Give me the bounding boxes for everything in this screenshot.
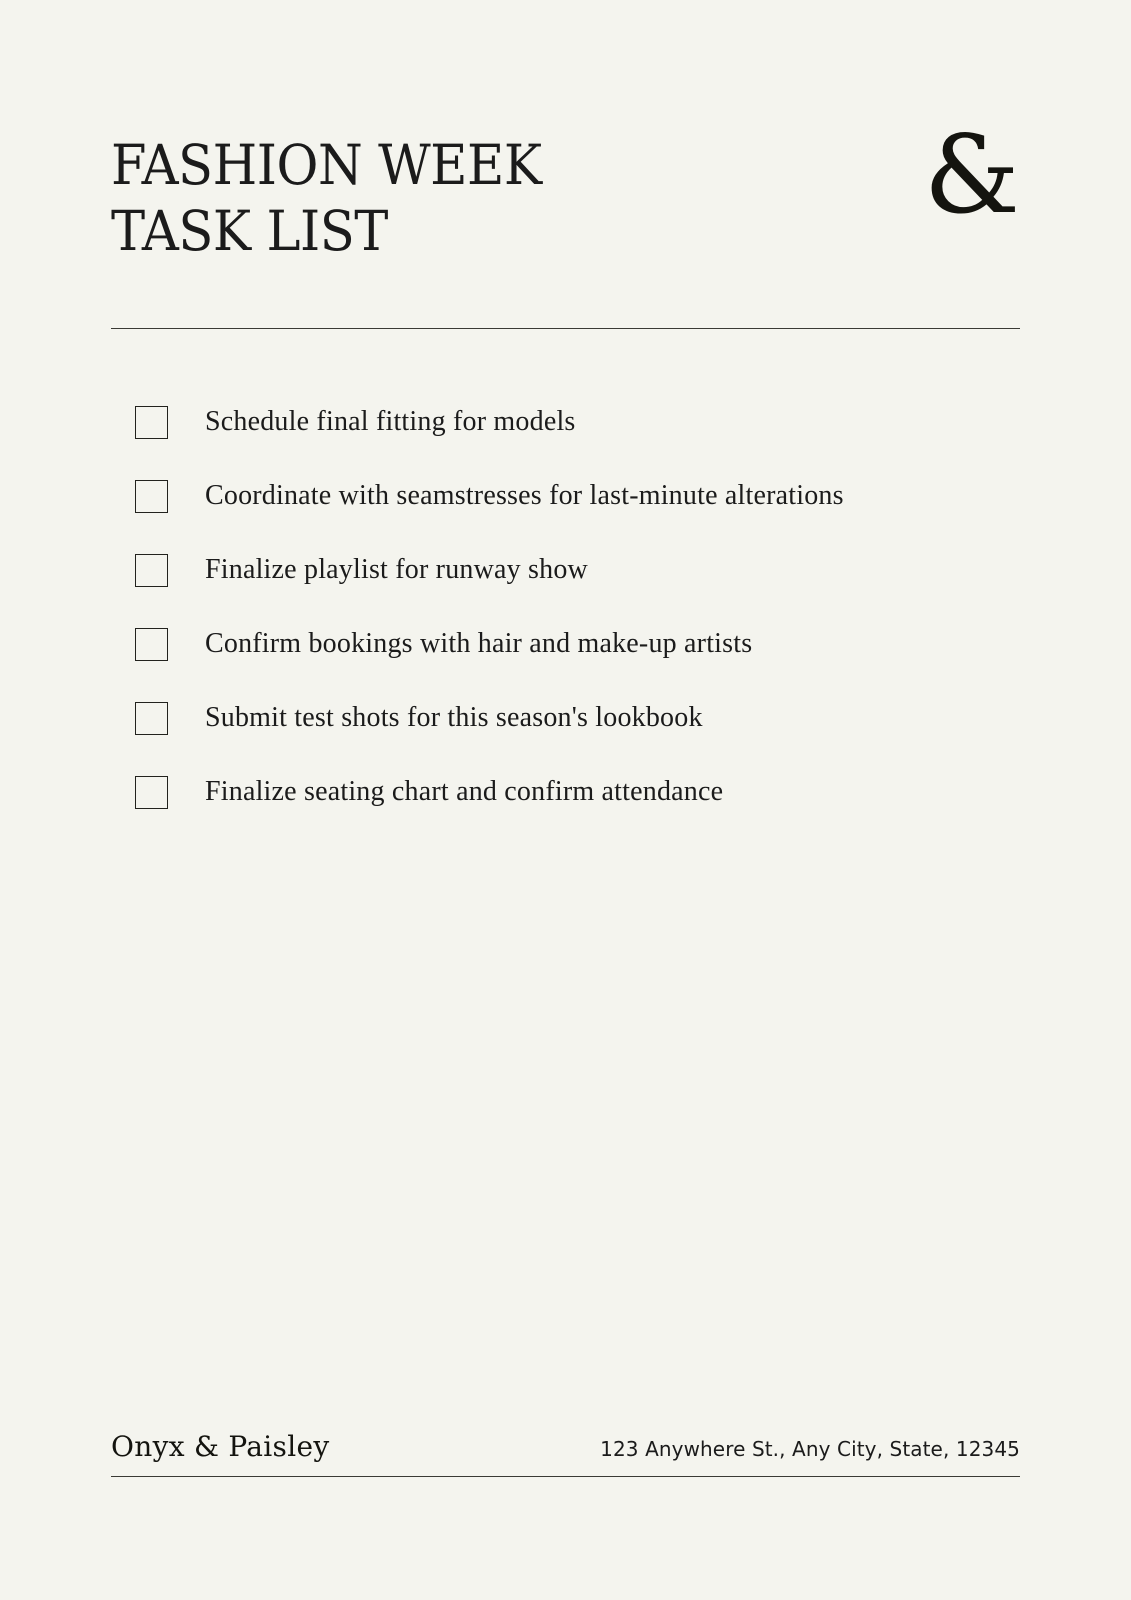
- title-line-2: TASK LIST: [111, 199, 388, 263]
- header-divider: [111, 328, 1020, 329]
- task-row[interactable]: [135, 459, 1020, 533]
- task-label: Finalize seating chart and confirm attendance: [205, 776, 724, 807]
- brand-name: Onyx & Paisley: [111, 1430, 330, 1463]
- footer-divider: [111, 1476, 1020, 1477]
- page-title: [111, 132, 574, 264]
- task-row[interactable]: [135, 755, 1020, 829]
- address-text: 123 Anywhere St., Any City, State, 12345: [600, 1437, 1020, 1461]
- page-content: [111, 0, 1020, 1600]
- task-checkbox[interactable]: [135, 776, 168, 809]
- task-label: Coordinate with seamstresses for last-minute alterations: [205, 480, 844, 511]
- task-list: [135, 385, 1020, 829]
- task-label: Confirm bookings with hair and make-up artists: [205, 628, 753, 659]
- task-checkbox[interactable]: [135, 406, 168, 439]
- task-row[interactable]: [135, 533, 1020, 607]
- task-label: Schedule final fitting for models: [205, 406, 576, 437]
- task-checkbox[interactable]: [135, 480, 168, 513]
- task-checkbox[interactable]: [135, 554, 168, 587]
- document-header: [111, 113, 1020, 282]
- task-row[interactable]: [135, 385, 1020, 459]
- title-line-1: FASHION WEEK: [111, 133, 542, 197]
- task-checkbox[interactable]: [135, 628, 168, 661]
- document-footer: [111, 1417, 1020, 1477]
- task-checkbox[interactable]: [135, 702, 168, 735]
- task-label: Submit test shots for this season's lookbook: [205, 702, 703, 733]
- task-row[interactable]: [135, 681, 1020, 755]
- task-label: Finalize playlist for runway show: [205, 554, 588, 585]
- task-row[interactable]: [135, 607, 1020, 681]
- ampersand-logo-icon: &: [923, 113, 1020, 238]
